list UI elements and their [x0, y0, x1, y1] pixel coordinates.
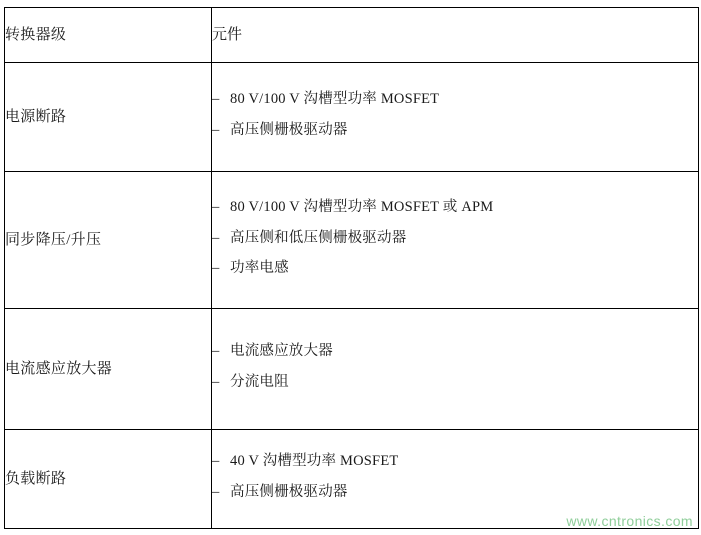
stage-cell: 电源断路: [5, 63, 212, 172]
stage-cell: 同步降压/升压: [5, 172, 212, 309]
header-cell-components: 元件: [212, 8, 699, 63]
list-item: – 分流电阻: [212, 372, 698, 394]
list-item: – 高压侧栅极驱动器: [212, 482, 698, 504]
components-cell: [212, 309, 699, 430]
stage-cell: 负载断路: [5, 430, 212, 529]
list-item: – 电流感应放大器: [212, 341, 698, 363]
component-list: [212, 197, 698, 280]
components-cell: [212, 63, 699, 172]
component-list: [212, 451, 698, 504]
list-item: – 80 V/100 V 沟槽型功率 MOSFET: [212, 89, 698, 111]
header-cell-stage: 转换器级: [5, 8, 212, 63]
component-list: [212, 341, 698, 394]
list-item: – 功率电感: [212, 258, 698, 280]
list-item: – 40 V 沟槽型功率 MOSFET: [212, 451, 698, 473]
component-list: [212, 89, 698, 142]
components-cell: [212, 172, 699, 309]
list-item: – 高压侧和低压侧栅极驱动器: [212, 228, 698, 250]
list-item: – 80 V/100 V 沟槽型功率 MOSFET 或 APM: [212, 197, 698, 219]
converter-stage-table: [4, 7, 699, 529]
site-watermark: www.cntronics.com: [566, 513, 693, 529]
table-row: [5, 309, 699, 430]
table-header-row: [5, 8, 699, 63]
list-item: – 高压侧栅极驱动器: [212, 120, 698, 142]
table-row: [5, 172, 699, 309]
stage-cell: 电流感应放大器: [5, 309, 212, 430]
table-row: [5, 63, 699, 172]
